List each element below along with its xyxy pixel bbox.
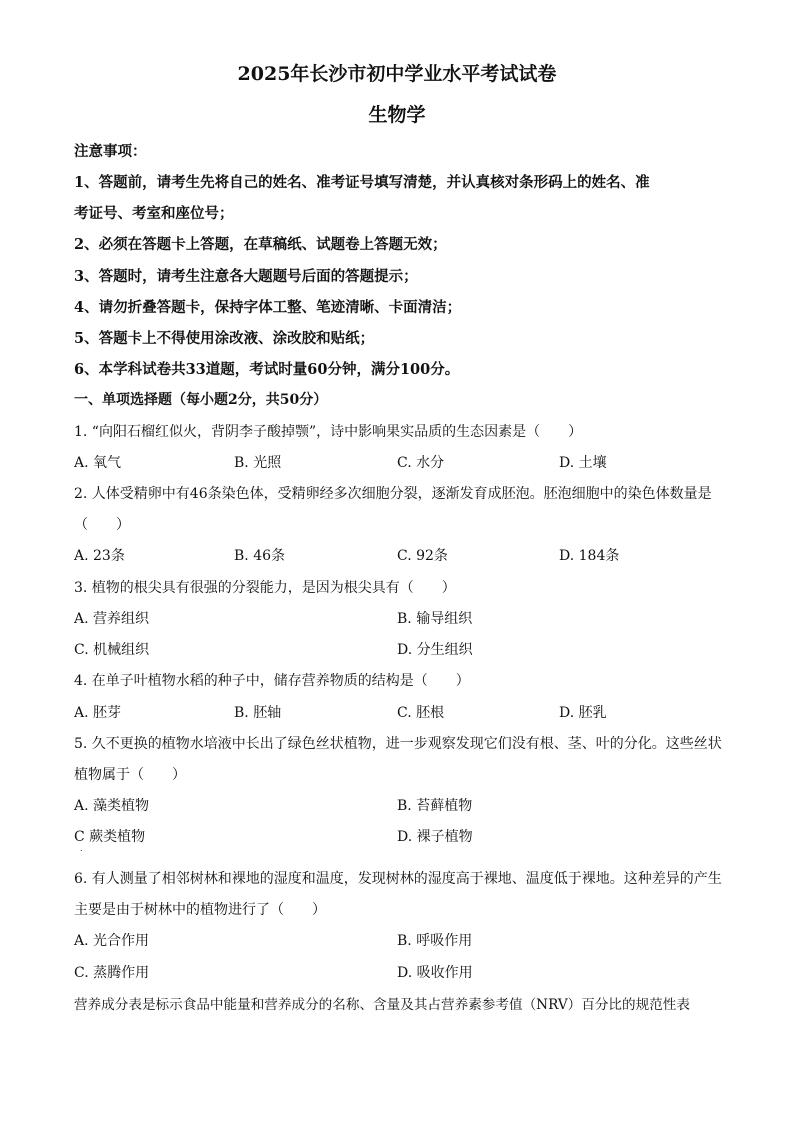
question-4-text: 4. 在单子叶植物水稻的种子中，储存营养物质的结构是（ ） [74, 673, 470, 689]
notes-heading: 注意事项： [74, 143, 147, 160]
notes-item: 考证号、考室和座位号； [74, 205, 234, 222]
question-3-option-a: A. 营养组织 [74, 611, 150, 627]
question-1-option-b: B. 光照 [234, 455, 282, 471]
question-6-text-cont: 主要是由于树林中的植物进行了（ ） [74, 902, 326, 918]
question-2-text: 2. 人体受精卵中有46条染色体，受精卵经多次细胞分裂，逐渐发育成胚泡。胚泡细胞中的染色体数量是 [74, 486, 712, 502]
question-6-text: 6. 有人测量了相邻树林和裸地的湿度和温度，发现树林的湿度高于裸地、温度低于裸地。这种差异的产生 [74, 871, 722, 887]
question-6-option-b: B. 呼吸作用 [397, 933, 473, 949]
notes-item: 4、请勿折叠答题卡，保持字体工整、笔迹清晰、卡面清洁； [74, 299, 462, 316]
question-6-option-c: C. 蒸腾作用 [74, 965, 150, 981]
stray-mark: . [80, 844, 83, 853]
notes-item: 3、答题时，请考生注意各大题题号后面的答题提示； [74, 268, 418, 285]
notes-item: 5、答题卡上不得使用涂改液、涂改胶和贴纸； [74, 330, 375, 347]
question-2-option-c: C. 92条 [397, 548, 448, 564]
notes-item: 6、本学科试卷共33道题，考试时量60分钟，满分100分。 [74, 361, 460, 378]
question-5-option-c: C 蕨类植物 [74, 829, 146, 845]
question-1-option-a: A. 氧气 [74, 455, 122, 471]
question-2-option-d: D. 184条 [559, 548, 620, 564]
question-3-text: 3. 植物的根尖具有很强的分裂能力，是因为根尖具有（ ） [74, 580, 456, 596]
question-2-option-a: A. 23条 [74, 548, 125, 564]
question-2-text-cont: （ ） [74, 517, 130, 533]
question-1-text: 1. “向阳石榴红似火，背阴李子酸掉颚”，诗中影响果实品质的生态因素是（ ） [74, 424, 583, 440]
question-6-option-a: A. 光合作用 [74, 933, 150, 949]
exam-subject: 生物学 [368, 104, 426, 126]
question-3-option-b: B. 输导组织 [397, 611, 473, 627]
question-4-option-a: A. 胚芽 [74, 705, 122, 721]
notes-item: 1、答题前，请考生先将自己的姓名、准考证号填写清楚，并认真核对条形码上的姓名、准 [74, 174, 650, 191]
section-heading: 一、单项选择题（每小题2分，共50分） [74, 392, 328, 408]
question-2-option-b: B. 46条 [234, 548, 286, 564]
question-1-option-c: C. 水分 [397, 455, 445, 471]
question-4-option-c: C. 胚根 [397, 705, 445, 721]
trailing-paragraph: 营养成分表是标示食品中能量和营养成分的名称、含量及其占营养素参考值（NRV）百分比的规范性表 [74, 997, 690, 1013]
question-3-option-c: C. 机械组织 [74, 642, 150, 658]
question-5-text-cont: 植物属于（ ） [74, 767, 186, 783]
question-6-option-d: D. 吸收作用 [397, 965, 473, 981]
question-4-option-b: B. 胚轴 [234, 705, 282, 721]
question-5-text: 5. 久不更换的植物水培液中长出了绿色丝状植物，进一步观察发现它们没有根、茎、叶的分化。这些丝状 [74, 736, 722, 752]
question-3-option-d: D. 分生组织 [397, 642, 473, 658]
question-5-option-d: D. 裸子植物 [397, 829, 473, 845]
question-4-option-d: D. 胚乳 [559, 705, 607, 721]
question-5-option-b: B. 苔藓植物 [397, 798, 473, 814]
exam-title: 2025年长沙市初中学业水平考试试卷 [237, 63, 557, 85]
notes-item: 2、必须在答题卡上答题，在草稿纸、试题卷上答题无效； [74, 236, 447, 253]
question-5-option-a: A. 藻类植物 [74, 798, 150, 814]
question-1-option-d: D. 土壤 [559, 455, 607, 471]
